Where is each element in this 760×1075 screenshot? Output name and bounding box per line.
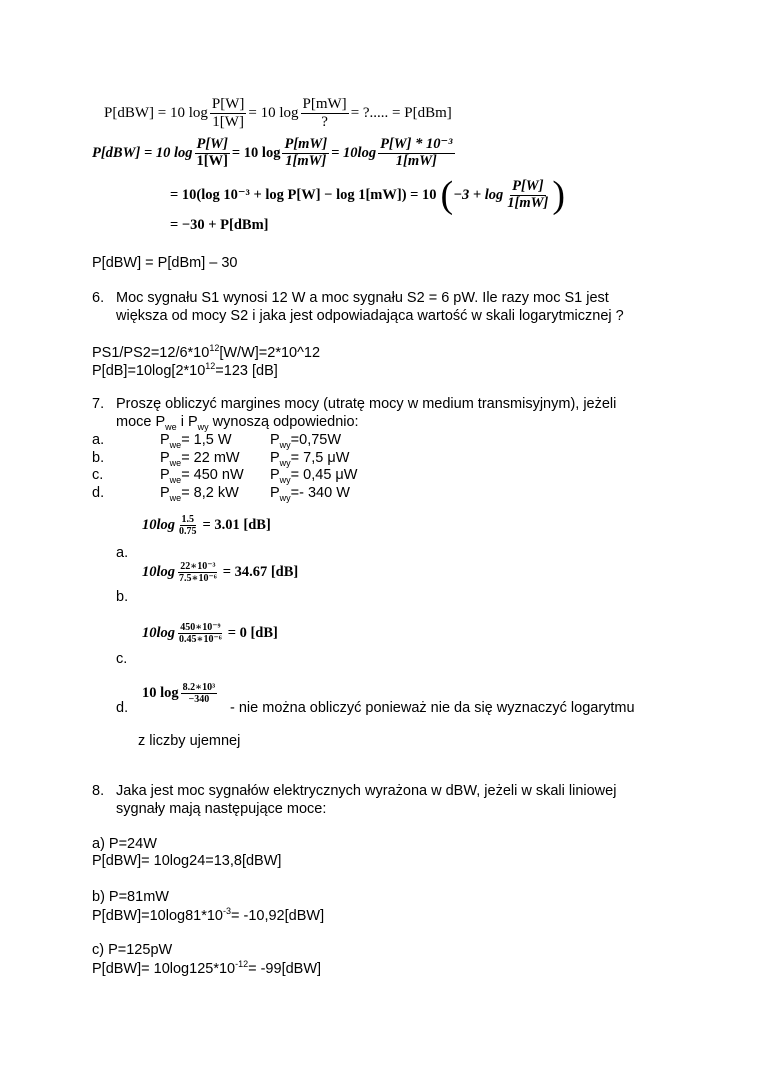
eq2-line2-b: −3 + log bbox=[453, 186, 504, 203]
sub-wy: wy bbox=[279, 492, 291, 503]
q7-line2-c: wynoszą odpowiednio: bbox=[208, 414, 359, 430]
p-letter: P bbox=[160, 467, 170, 483]
sol-prefix: 10log bbox=[142, 564, 176, 580]
p-letter: P bbox=[270, 432, 280, 448]
q7-item-label: b. bbox=[92, 450, 105, 466]
sub-we: we bbox=[169, 492, 182, 503]
q6-ans2-text-b: =123 [dB] bbox=[215, 362, 278, 379]
sub-wy: wy bbox=[279, 439, 291, 450]
eq2-lhs: P[dBW] = 10 log bbox=[92, 144, 193, 161]
q7-number: 7. bbox=[92, 396, 105, 412]
sub-wy: wy bbox=[279, 474, 291, 485]
eq2-f3-num: P[W] * 10⁻³ bbox=[380, 136, 453, 152]
eq2-f2-den: 1[mW] bbox=[285, 152, 327, 169]
sol-num: 1.5 bbox=[181, 514, 195, 525]
q7-d-note-2: z liczby ujemnej bbox=[138, 733, 241, 749]
q7-item-pwy bbox=[270, 450, 349, 468]
q8-line2: sygnały mają następujące moce: bbox=[116, 801, 327, 817]
sol-result: = 0 [dB] bbox=[227, 625, 278, 641]
q6-answer-1 bbox=[92, 343, 320, 361]
eq2-f2-num: P[mW] bbox=[284, 136, 328, 152]
q7-item-pwe bbox=[160, 467, 244, 485]
q7-line2-b: i P bbox=[176, 414, 198, 430]
eq2-f3-den: 1[mW] bbox=[395, 152, 437, 169]
p-letter: P bbox=[160, 432, 170, 448]
sol-fraction bbox=[177, 561, 219, 584]
q7-line2 bbox=[116, 414, 359, 432]
q7-solution-b bbox=[142, 561, 298, 584]
pwy-value: = 7,5 μW bbox=[290, 450, 350, 466]
q8-a-head: a) P=24W bbox=[92, 836, 157, 852]
sol-num: 8.2∗10³ bbox=[182, 682, 216, 693]
sol-fraction bbox=[177, 622, 224, 645]
eq2-fraction-2 bbox=[282, 137, 329, 170]
pwy-value: = 0,45 μW bbox=[290, 467, 358, 483]
pwy-value: =0,75W bbox=[290, 432, 342, 448]
q7-item-pwy bbox=[270, 467, 357, 485]
sub-we: we bbox=[169, 457, 182, 468]
close-paren: ) bbox=[552, 174, 566, 216]
eq1-f1-den: 1[W] bbox=[212, 113, 244, 130]
q8-a-answer: P[dBW]= 10log24=13,8[dBW] bbox=[92, 853, 282, 869]
sol-num: 22∗10⁻³ bbox=[180, 561, 216, 572]
q8-c-ans-text: P[dBW]= 10log125*10 bbox=[92, 960, 236, 977]
p-letter: P bbox=[270, 450, 280, 466]
eq2-mid2: = 10log bbox=[331, 144, 377, 161]
eq1-f1-num: P[W] bbox=[211, 96, 245, 112]
q8-b-ans-text-b: = -10,92[dBW] bbox=[231, 907, 325, 924]
eq2-f4-den: 1[mW] bbox=[507, 194, 549, 211]
eq1-fraction-1 bbox=[210, 96, 247, 130]
q8-c-head: c) P=125pW bbox=[92, 942, 173, 958]
eq1-f2-num: P[mW] bbox=[302, 96, 347, 112]
sol-prefix: 10 log bbox=[142, 685, 179, 701]
sol-num: 450∗10⁻⁹ bbox=[180, 622, 221, 633]
sol-result: = 34.67 [dB] bbox=[222, 564, 299, 580]
sol-fraction bbox=[181, 682, 217, 705]
p-letter: P bbox=[270, 467, 280, 483]
p-letter: P bbox=[160, 450, 170, 466]
q7-solution-b-label: b. bbox=[116, 589, 129, 605]
eq2-line3: = −30 + P[dBm] bbox=[170, 217, 269, 233]
sol-den: 0.45∗10⁻⁶ bbox=[179, 634, 222, 645]
q7-sub-we: we bbox=[165, 421, 177, 432]
eq2-fraction-1 bbox=[195, 137, 230, 170]
q8-b-answer bbox=[92, 906, 324, 924]
q6-ans1-text-b: [W/W]=2*10^12 bbox=[219, 344, 321, 361]
equation-2-line-2 bbox=[170, 176, 565, 214]
eq2-fraction-4 bbox=[505, 179, 550, 212]
q7-solution-d-label: d. bbox=[116, 700, 129, 716]
q8-line1: Jaka jest moc sygnałów elektrycznych wyrażona w dBW, jeżeli w skali liniowej bbox=[116, 783, 617, 799]
q7-solution-a-label: a. bbox=[116, 545, 129, 561]
q7-item-pwe bbox=[160, 432, 232, 450]
eq2-line2-a: = 10(log 10⁻³ + log P[W] − log 1[mW]) = 10 bbox=[170, 187, 437, 203]
sol-fraction bbox=[177, 514, 199, 537]
sub-wy: wy bbox=[279, 457, 291, 468]
eq2-f4-num: P[W] bbox=[512, 177, 544, 194]
sol-den: 7.5∗10⁻⁶ bbox=[179, 573, 217, 584]
eq2-f1-num: P[W] bbox=[196, 136, 228, 152]
q7-d-note: - nie można obliczyć ponieważ nie da się wyznaczyć logarytmu bbox=[230, 700, 635, 716]
open-paren: ( bbox=[440, 174, 454, 216]
eq1-rhs: = ?..... = P[dBm] bbox=[350, 104, 452, 121]
q8-b-head: b) P=81mW bbox=[92, 889, 169, 905]
q7-solution-d bbox=[142, 682, 219, 705]
eq1-mid: = 10 log bbox=[248, 104, 299, 121]
eq1-lhs: P[dBW] = 10 log bbox=[104, 104, 208, 121]
q7-line1: Proszę obliczyć margines mocy (utratę mocy w medium transmisyjnym), jeżeli bbox=[116, 396, 617, 412]
sol-result: = 3.01 [dB] bbox=[202, 517, 271, 533]
equation-1 bbox=[104, 96, 452, 130]
q7-sub-wy: wy bbox=[197, 421, 209, 432]
eq2-mid1: = 10 log bbox=[231, 144, 281, 161]
q7-line2-a: moce P bbox=[116, 414, 166, 430]
eq2-f1-den: 1[W] bbox=[196, 152, 228, 169]
q7-solution-c-label: c. bbox=[116, 651, 128, 667]
q7-item-pwy bbox=[270, 432, 341, 450]
q6-line1: Moc sygnału S1 wynosi 12 W a moc sygnału S2 = 6 pW. Ile razy moc S1 jest bbox=[116, 290, 609, 306]
sub-we: we bbox=[169, 439, 182, 450]
q8-c-ans-sup: -12 bbox=[235, 959, 249, 969]
q7-item-label: a. bbox=[92, 432, 105, 448]
q6-ans2-sup: 12 bbox=[205, 361, 216, 371]
q7-item-pwe bbox=[160, 485, 239, 503]
q8-c-ans-text-b: = -99[dBW] bbox=[248, 960, 322, 977]
q6-number: 6. bbox=[92, 290, 105, 306]
eq1-f2-den: ? bbox=[321, 113, 328, 130]
sub-we: we bbox=[169, 474, 182, 485]
q8-c-answer bbox=[92, 959, 321, 977]
eq1-fraction-2 bbox=[301, 96, 349, 130]
q7-item-pwe bbox=[160, 450, 240, 468]
q6-ans1-text: PS1/PS2=12/6*10 bbox=[92, 344, 210, 361]
q7-item-label: d. bbox=[92, 485, 105, 501]
pwe-value: = 1,5 W bbox=[181, 432, 232, 448]
q8-b-ans-text: P[dBW]=10log81*10 bbox=[92, 907, 223, 924]
q6-line2: większa od mocy S2 i jaka jest odpowiadająca wartość w skali logarytmicznej ? bbox=[116, 308, 624, 324]
q8-b-ans-sup: -3 bbox=[223, 906, 232, 916]
pwe-value: = 450 nW bbox=[181, 467, 244, 483]
q6-answer-2 bbox=[92, 361, 278, 379]
sol-den: −340 bbox=[188, 694, 210, 705]
sol-prefix: 10log bbox=[142, 517, 176, 533]
p-letter: P bbox=[160, 485, 170, 501]
q8-number: 8. bbox=[92, 783, 105, 799]
sol-prefix: 10log bbox=[142, 625, 176, 641]
pwy-value: =- 340 W bbox=[290, 485, 350, 501]
q7-solution-c bbox=[142, 622, 278, 645]
pwe-value: = 22 mW bbox=[181, 450, 240, 466]
eq2-fraction-3 bbox=[378, 137, 454, 170]
q7-item-label: c. bbox=[92, 467, 104, 483]
sol-den: 0.75 bbox=[179, 526, 197, 537]
pwe-value: = 8,2 kW bbox=[181, 485, 239, 501]
q7-item-pwy bbox=[270, 485, 350, 503]
equation-2-line-1 bbox=[92, 137, 457, 170]
q6-ans2-text: P[dB]=10log[2*10 bbox=[92, 362, 206, 379]
summary-formula: P[dBW] = P[dBm] – 30 bbox=[92, 255, 238, 271]
p-letter: P bbox=[270, 485, 280, 501]
q7-solution-a bbox=[142, 514, 271, 537]
q6-ans1-sup: 12 bbox=[209, 343, 220, 353]
